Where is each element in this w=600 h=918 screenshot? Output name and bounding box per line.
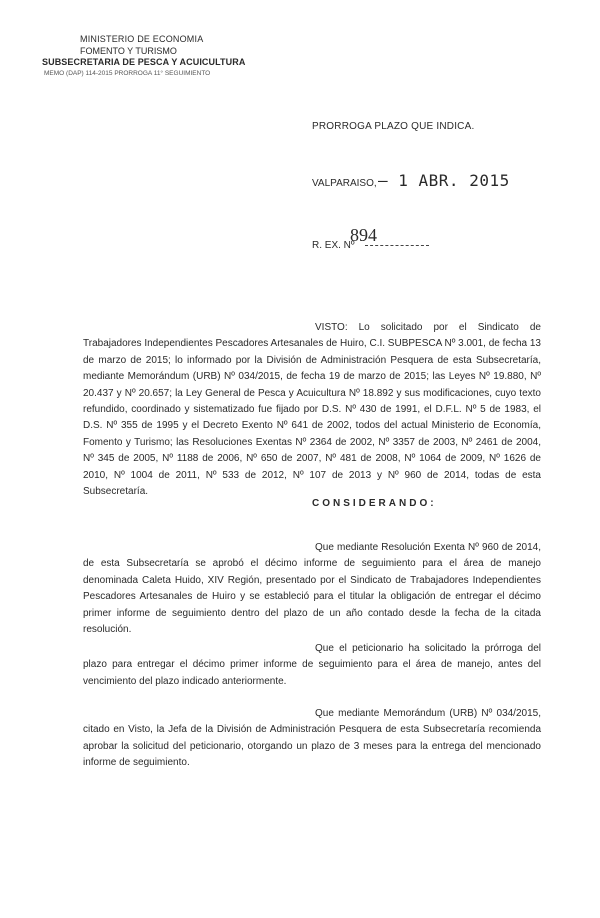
considerando-paragraph-3: Que mediante Memorándum (URB) Nº 034/2015, citado en Visto, la Jefa de la División de Administración Pesquera de esta Subsecretaría recomienda aprobar la solicitud del peticionario, otorgando un plazo de 3 meses para la entrega del mencionado informe de seguimiento. — [83, 708, 541, 769]
considerando-heading: CONSIDERANDO: — [312, 498, 437, 509]
resolution-number: 894 — [350, 225, 377, 245]
visto-paragraph: VISTO: Lo solicitado por el Sindicato de Trabajadores Independientes Pescadores Artesanales de Huiro, C.I. SUBPESCA Nº 3.001, de fecha 13 de marzo de 2015; lo informado por la División de Administración Pesquera de esta Subsecretaría, mediante Memorándum (URB) Nº 034/2015, de fecha 19 de marzo de 2015; las Leyes Nº 19.880, Nº 20.437 y Nº 20.657; la Ley General de Pesca y Acuicultura Nº 18.892 y sus modificaciones, cuyo texto refundido, coordinado y sistematizado fue fijado por D.S. Nº 430 de 1991, el D.F.L. Nº 5 de 1983, el D.S. Nº 355 de 1995 y el Decreto Exento Nº 641 de 2002, todos del actual Ministerio de Economía, Fomento y Turismo; las Resoluciones Exentas Nº 2364 de 2002, Nº 3357 de 2003, Nº 2461 de 2004, Nº 345 de 2005, Nº 1188 de 2006, Nº 650 de 2007, Nº 481 de 2008, Nº 1064 de 2009, Nº 1626 de 2010, Nº 1004 de 2011, Nº 533 de 2012, Nº 107 de 2013 y Nº 960 de 2014, todas de esta Subsecretaría. — [83, 322, 541, 498]
resolution-number-line — [365, 245, 429, 246]
subsecretaria-name: SUBSECRETARIA DE PESCA Y ACUICULTURA — [42, 57, 246, 67]
letterhead — [28, 34, 245, 78]
stamp-date: – 1 ABR. 2015 — [378, 171, 510, 190]
ministry-subtitle: FOMENTO Y TURISMO — [80, 45, 177, 56]
place-label: VALPARAISO, — [312, 178, 377, 189]
memo-reference: MEMO (DAP) 114-2015 PRORROGA 11° SEGUIMIENTO — [44, 69, 211, 77]
considerando-paragraph-1: Que mediante Resolución Exenta Nº 960 de 2014, de esta Subsecretaría se aprobó el décimo informe de seguimiento para el área de manejo denominada Caleta Huido, XIV Región, presentado por el Sindicato de Trabajadores Independientes Pescadores Artesanales de Huiro y se estableció para el titular la obligación de entregar el décimo primer informe de seguimiento dentro del plazo de un año contado desde la fecha de la citada resolución. — [83, 542, 541, 636]
document-subject: PRORROGA PLAZO QUE INDICA. — [312, 121, 475, 132]
resolution-label: R. EX. Nº — [312, 240, 355, 251]
ministry-name: MINISTERIO DE ECONOMIA — [80, 34, 204, 44]
considerando-paragraph-2: Que el peticionario ha solicitado la prórroga del plazo para entregar el décimo primer informe de seguimiento para el área de manejo, antes del vencimiento del plazo indicado anteriormente. — [83, 643, 541, 687]
